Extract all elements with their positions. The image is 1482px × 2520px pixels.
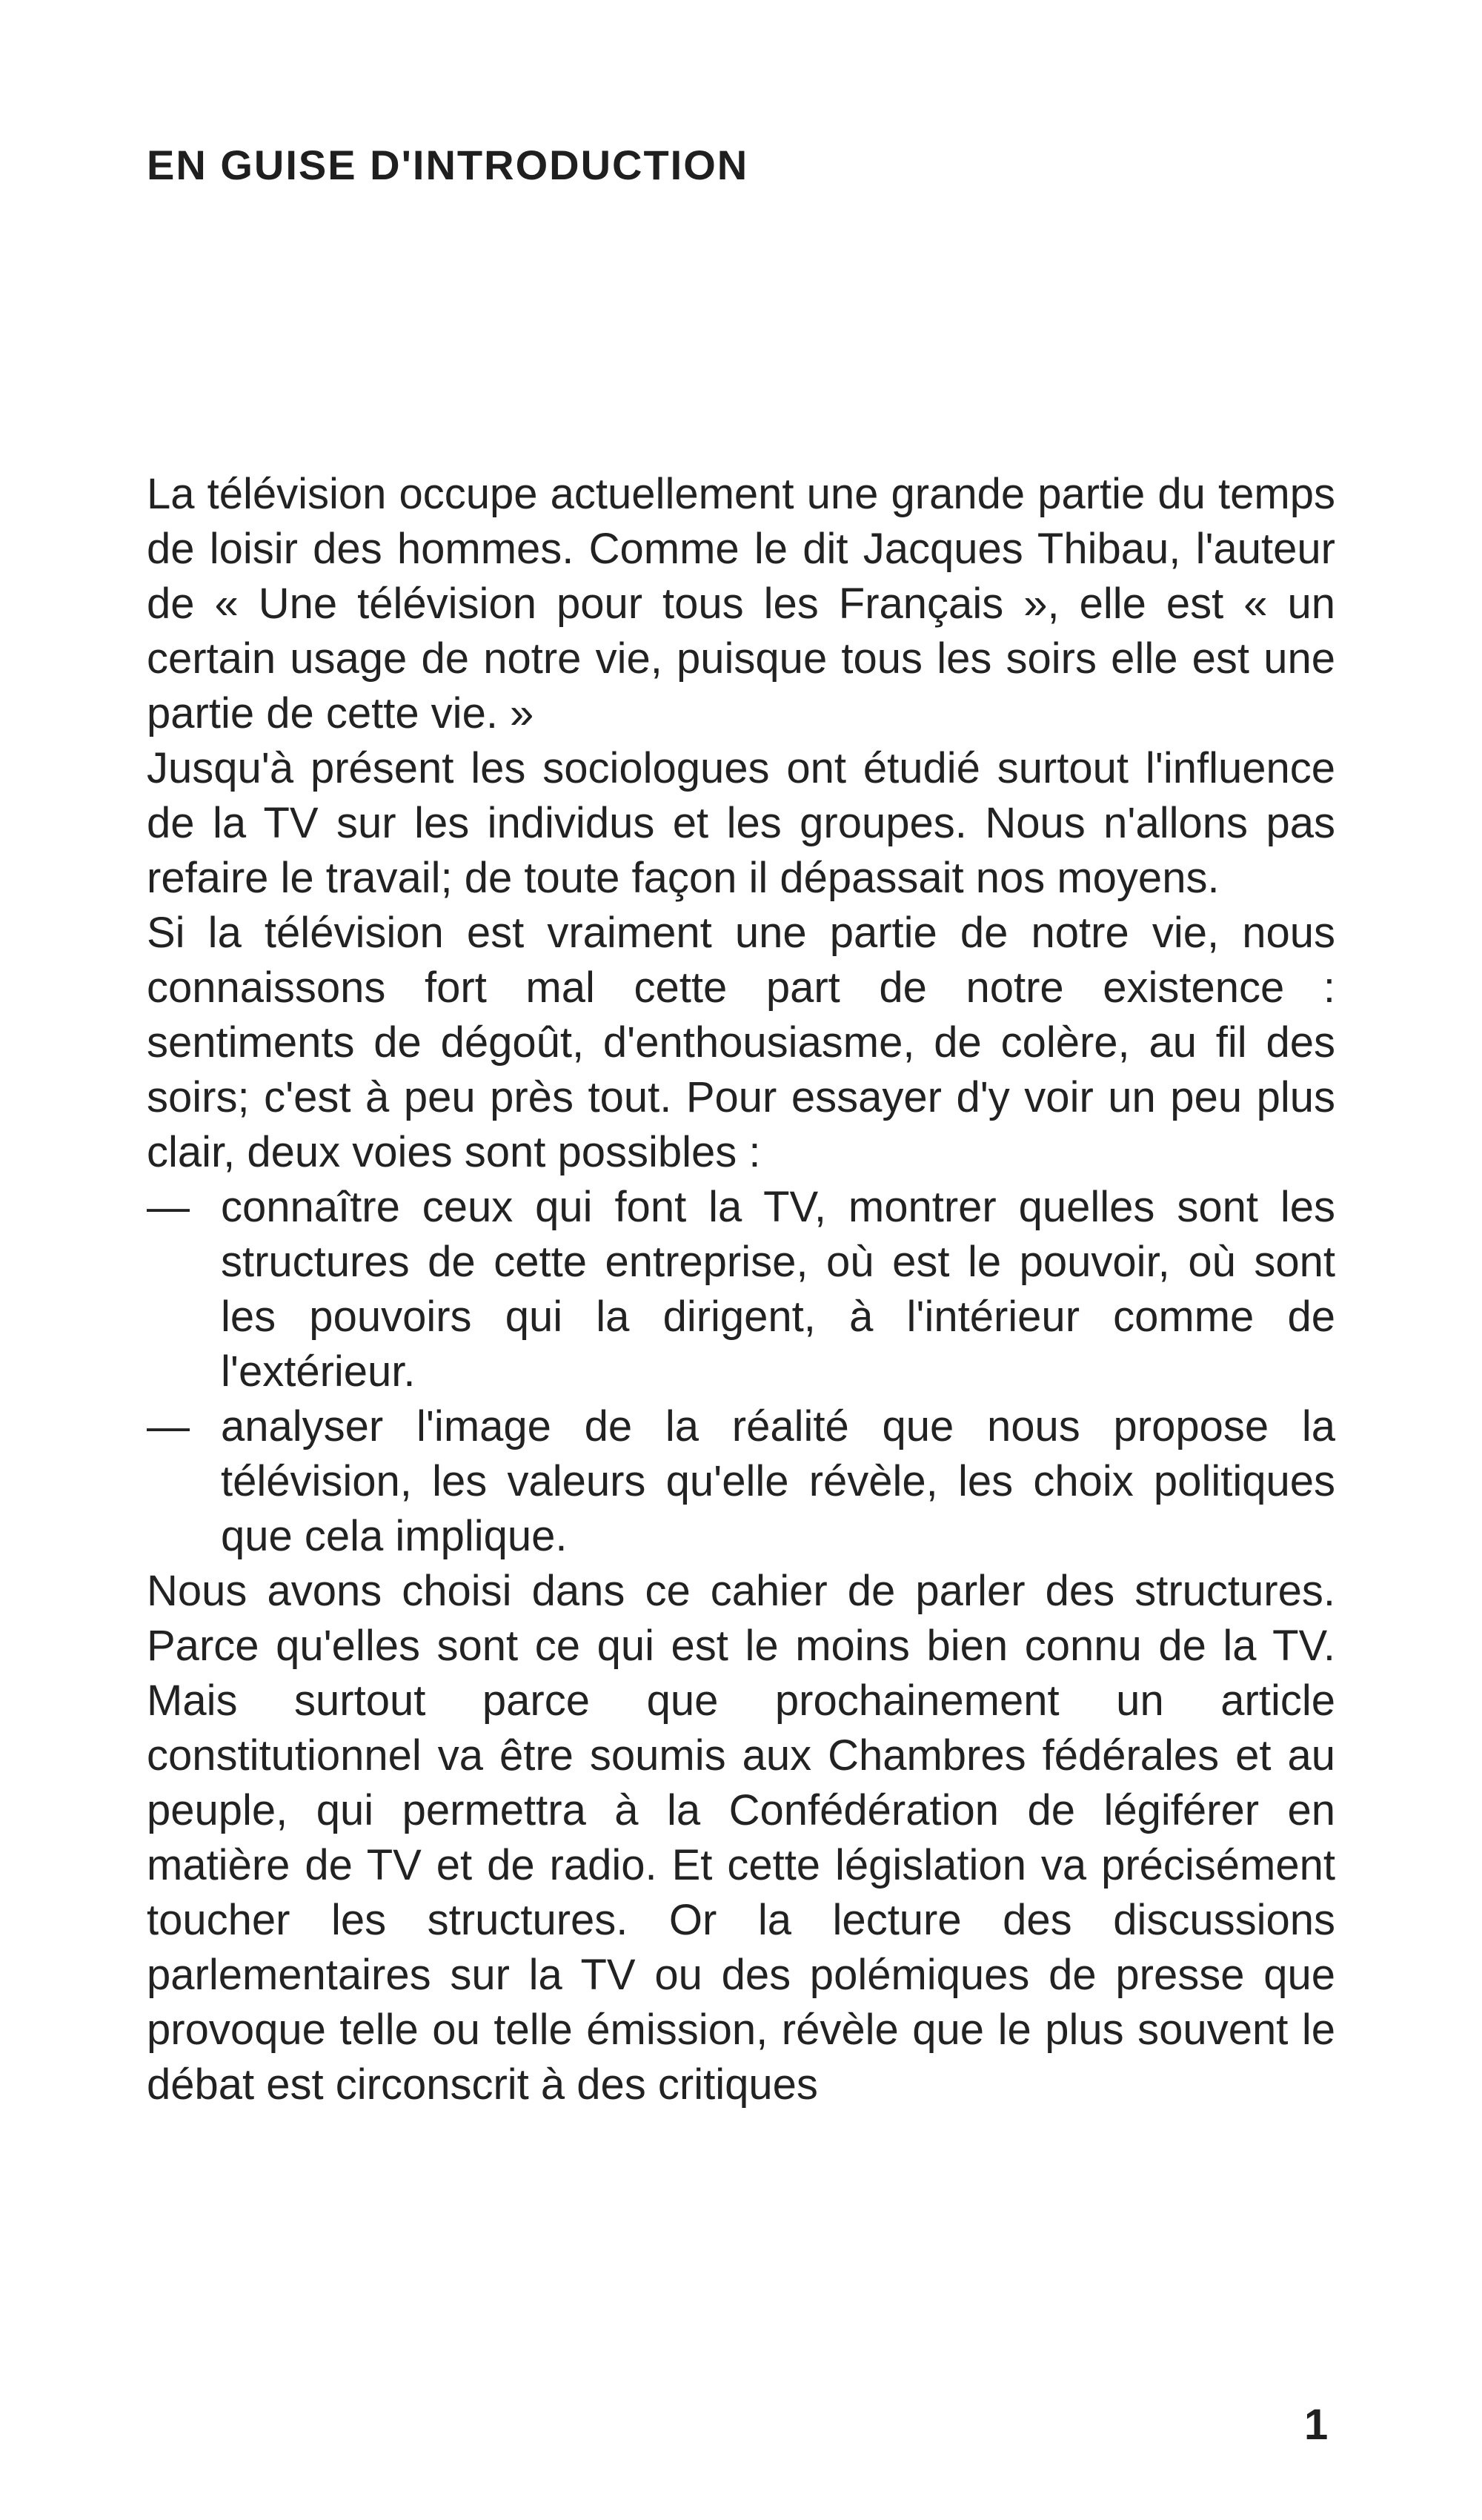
paragraph-3: Si la télévision est vraiment une partie de notre vie, nous connaissons fort mal cette part de notre existence : sentiments de dégoût, d'enthousiasme, de colère, au fil des soirs; c'est à peu près tout. Pour essayer d'y voir un peu plus clair, deux voies sont possibles : (147, 909, 1335, 1176)
paragraph-1: La télévision occupe actuellement une grande partie du temps de loisir des hommes. Comme le dit Jacques Thibau, l'auteur de « Une télévision pour tous les Français », elle est « un certain usage de notre vie, puisque tous les soirs elle est une partie de cette vie. » (147, 470, 1335, 737)
paragraph-4: Nous avons choisi dans ce cahier de parler des structures. Parce qu'elles sont ce qui est le moins bien connu de la TV. Mais surtout parce que prochainement un article constitutionnel va être soumis aux Chambres fédérales et au peuple, qui permettra à la Confédération de légiférer en matière de TV et de radio. Et cette législation va précisément toucher les structures. Or la lecture des discussions parlementaires sur la TV ou des polémiques de presse que provoque telle ou telle émission, révèle que le plus souvent le débat est circonscrit à des critiques (147, 1567, 1335, 2109)
paragraph-2: Jusqu'à présent les sociologues ont étudié surtout l'influence de la TV sur les individus et les groupes. Nous n'allons pas refaire le travail; de toute façon il dépassait nos moyens. (147, 744, 1335, 902)
dash-marker: — (147, 1183, 190, 1231)
list-item-text: connaître ceux qui font la TV, montrer quelles sont les structures de cette entreprise, où est le pouvoir, où sont les pouvoirs qui la dirigent, à l'intérieur comme de l'extérieur. (221, 1183, 1335, 1396)
list-item-text: analyser l'image de la réalité que nous propose la télévision, les valeurs qu'elle révèle, les choix politiques que cela implique. (221, 1402, 1335, 1560)
list-item (147, 1399, 1335, 1564)
body-text (147, 467, 1335, 2112)
dash-marker: — (147, 1402, 190, 1450)
page-number: 1 (1304, 2401, 1329, 2449)
page-title: EN GUISE D'INTRODUCTION (147, 142, 749, 188)
dash-list (147, 1180, 1335, 1564)
list-item (147, 1180, 1335, 1399)
